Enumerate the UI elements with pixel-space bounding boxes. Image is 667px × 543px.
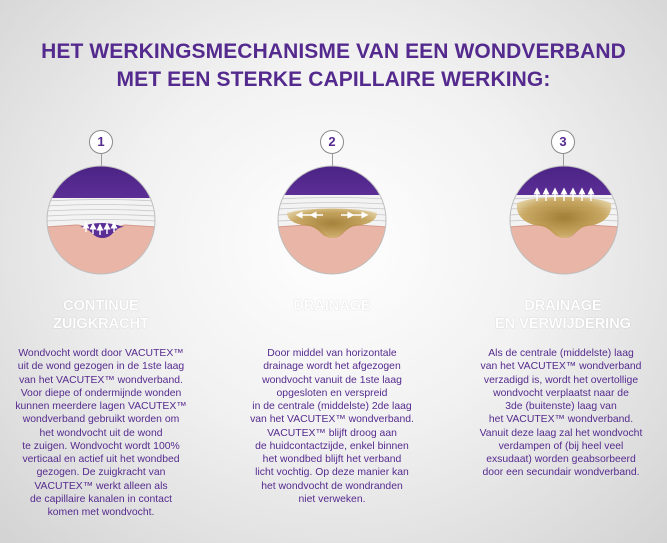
description-line: wondverband gebruikt worden om (22, 414, 180, 426)
description-line: het VACUTEX™ wondverband. (488, 414, 634, 426)
description-line: van het VACUTEX™ wondverband. (19, 374, 183, 386)
description-line: Voor diepe of ondermijnde wonden (20, 387, 182, 399)
title-line-1: HET WERKINGSMECHANISME VAN EEN WONDVERBAND (41, 40, 626, 63)
step-heading (222, 297, 442, 315)
wound-dressing-illustration (277, 165, 387, 275)
step-description (0, 347, 202, 519)
description-line: Wondvocht wordt door VACUTEX™ (18, 348, 184, 359)
description-line: verticaal en actief uit het wondbed (22, 454, 180, 465)
description-line: wondvocht verplaatst naar de (493, 387, 629, 399)
description-line: van het VACUTEX™ wondverband (480, 361, 642, 373)
heading-line: EN VERWIJDERING (495, 316, 631, 332)
description-line: door een secundair wondverband. (482, 467, 640, 479)
step-heading (453, 297, 667, 333)
description-line: Door middel van horizontale (267, 348, 397, 359)
description-line: gezogen. De zuigkracht van (36, 467, 166, 479)
heading-line: CONTINUE (63, 298, 139, 314)
heading-line: DRAINAGE (293, 298, 371, 314)
description-line: van het VACUTEX™ wondverband. (250, 414, 414, 426)
description-line: exsudaat) worden geabsorbeerd (486, 454, 636, 465)
description-line: opgesloten en verspreid (276, 387, 388, 399)
description-line: Als de centrale (middelste) laag (488, 348, 634, 359)
description-line: het wondbed blijft het verband (262, 454, 402, 465)
description-line: het wondvocht uit de wond (39, 427, 163, 439)
description-line: het wondvocht de wondranden (261, 480, 403, 492)
wound-dressing-illustration (509, 165, 619, 275)
title-line-2: MET EEN STERKE CAPILLAIRE WERKING: (116, 68, 551, 91)
heading-line: ZUIGKRACHT (53, 316, 149, 332)
description-line: drainage wordt het afgezogen (263, 361, 401, 373)
description-line: verdampen of (bij heel veel (498, 440, 624, 452)
description-line: kunnen meerdere lagen VACUTEX™ (15, 401, 187, 412)
description-line: te zuigen. Wondvocht wordt 100% (22, 440, 180, 452)
step-description (222, 347, 442, 506)
description-line: VACUTEX™ blijft droog aan (267, 427, 397, 439)
description-line: Vanuit deze laag zal het wondvocht (479, 427, 643, 439)
step-description (455, 347, 667, 480)
description-line: verzadigd is, wordt het overtollige (483, 374, 639, 386)
step-heading (0, 297, 211, 333)
wound-dressing-illustration (46, 165, 156, 275)
description-line: niet verweken. (298, 493, 366, 505)
description-line: uit de wond gezogen in de 1ste laag (17, 361, 185, 373)
step-number-badge: 3 (551, 130, 575, 154)
description-line: in de centrale (middelste) 2de laag (252, 401, 412, 412)
step-number-badge: 1 (89, 130, 113, 154)
description-line: licht vochtig. Op deze manier kan (255, 467, 409, 479)
description-line: de capillaire kanalen in contact (29, 493, 173, 505)
description-line: komen met wondvocht. (47, 507, 155, 518)
description-line: wondvocht vanuit de 1ste laag (262, 374, 402, 386)
heading-line: DRAINAGE (524, 298, 602, 314)
description-line: de huidcontactzijde, enkel binnen (255, 440, 409, 452)
description-line: VACUTEX™ werkt alleen als (34, 480, 168, 492)
description-line: 3de (buitenste) laag van (505, 401, 617, 412)
step-number-badge: 2 (320, 130, 344, 154)
page-title (0, 38, 667, 94)
